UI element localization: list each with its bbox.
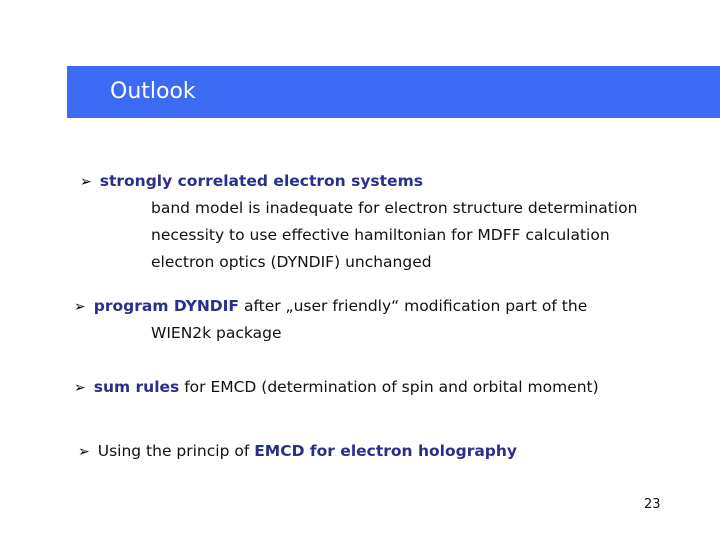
bullet-4 — [78, 441, 517, 462]
arrow-bullet-icon: ➢ — [74, 299, 86, 315]
bullet-3 — [74, 377, 599, 398]
bullet-3-highlight: sum rules — [93, 378, 180, 396]
arrow-bullet-icon: ➢ — [74, 380, 86, 396]
arrow-bullet-icon: ➢ — [78, 444, 90, 460]
arrow-bullet-icon: ➢ — [80, 174, 92, 190]
title-bar — [67, 66, 720, 118]
bullet-1-heading: strongly correlated electron systems — [99, 172, 423, 190]
bullet-2-text: after „user friendly“ modification part of the — [239, 297, 588, 315]
page-number: 23 — [644, 497, 661, 512]
bullet-1-sub-3: electron optics (DYNDIF) unchanged — [151, 253, 432, 271]
bullet-1 — [80, 171, 423, 192]
bullet-1-sub-1: band model is inadequate for electron structure determination — [151, 199, 638, 217]
slide-title: Outlook — [110, 79, 196, 104]
bullet-3-text: for EMCD (determination of spin and orbital moment) — [179, 378, 599, 396]
bullet-1-sub-2: necessity to use effective hamiltonian for MDFF calculation — [151, 226, 610, 244]
bullet-2-highlight: program DYNDIF — [93, 297, 240, 315]
bullet-2 — [74, 296, 587, 317]
bullet-4-prefix: Using the princip of — [97, 442, 255, 460]
bullet-4-highlight: EMCD for electron holography — [254, 442, 518, 460]
bullet-2-continuation: WIEN2k package — [151, 324, 282, 342]
